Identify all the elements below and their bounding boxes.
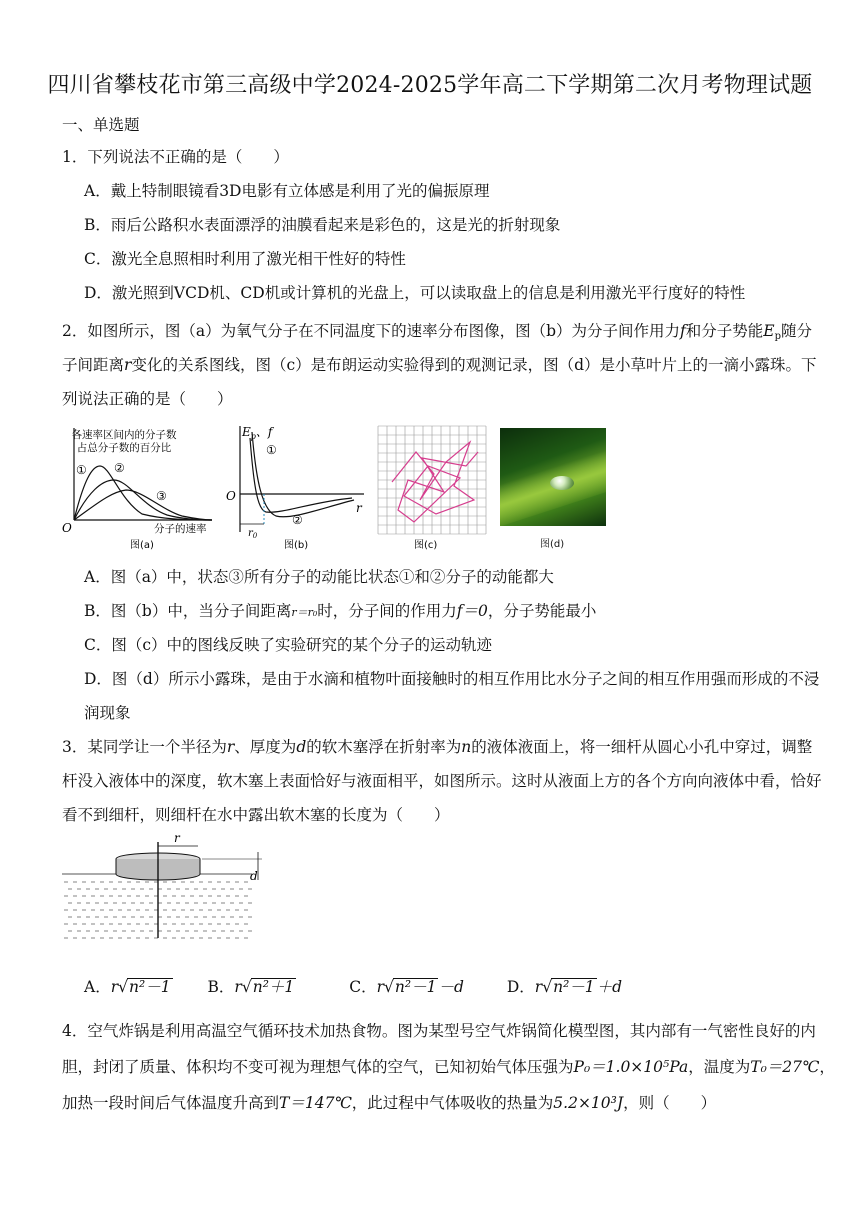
q3-option-d: D．r√n²－1 ＋d bbox=[506, 978, 623, 996]
fig-b-ylabel-f: 、f bbox=[255, 425, 273, 439]
fig-a-caption: 图(a) bbox=[130, 540, 154, 551]
q1-option-b: B．雨后公路积水表面漂浮的油膜看起来是彩色的，这是光的折射现象 bbox=[84, 216, 561, 234]
q3-symbol-r: r bbox=[226, 738, 235, 756]
q3-stem-line3: 看不到细杆，则细杆在水中露出软木塞的长度为（ ） bbox=[62, 806, 450, 824]
fig-b-caption: 图(b) bbox=[284, 540, 309, 551]
q3-option-a-letter: A． bbox=[84, 978, 111, 996]
q2-text: 和分子势能 bbox=[685, 322, 764, 340]
q1-option-d: D．激光照到VCD机、CD机或计算机的光盘上，可以读取盘上的信息是利用激光平行度好的特性 bbox=[84, 284, 746, 302]
fig-d-caption: 图(d) bbox=[540, 539, 565, 550]
fig-q3-d-label: d bbox=[250, 869, 258, 883]
q4-text: ，温度为 bbox=[688, 1058, 751, 1076]
q3-option-b-radicand: n²＋1 bbox=[252, 978, 295, 996]
q2-symbol-r: r bbox=[124, 356, 132, 374]
q2-b-text: ，分子势能最小 bbox=[487, 602, 597, 620]
q3-option-b-r: r bbox=[234, 978, 242, 996]
q4-heat: 5.2×10³J bbox=[553, 1094, 624, 1112]
fig-a-ylabel-1: 各速率区间内的分子数 bbox=[71, 429, 177, 441]
q3-option-a-r: r bbox=[110, 978, 119, 996]
q3-option-d-r: r bbox=[534, 978, 543, 996]
q4-text: 加热一段时间后气体温度升高到 bbox=[62, 1094, 280, 1112]
q3-option-d-post: ＋d bbox=[596, 978, 623, 996]
q3-symbol-d: d bbox=[296, 738, 307, 756]
q3-option-b: B．r√n²＋1 bbox=[207, 978, 295, 996]
q2-symbol-ep-sub: p bbox=[774, 331, 782, 342]
q3-text: 的液体液面上，将一细杆从圆心小孔中穿过，调整 bbox=[471, 738, 813, 756]
q1-option-c: C．激光全息照相时利用了激光相干性好的特性 bbox=[84, 250, 406, 268]
q3-option-d-letter: D． bbox=[506, 978, 535, 996]
fig-b-label-1: ① bbox=[266, 443, 277, 457]
fig-b-ylabel-sub: p bbox=[250, 432, 256, 441]
q1-stem: 1．下列说法不正确的是（ ） bbox=[62, 148, 289, 166]
q3-option-c-r: r bbox=[376, 978, 385, 996]
fig-b-ylabel-e: E bbox=[242, 425, 251, 439]
fig-q3-r-label: r bbox=[174, 832, 180, 845]
q3-text: 、厚度为 bbox=[234, 738, 297, 756]
fig-a-label-1: ① bbox=[76, 463, 87, 477]
figure-q3-cork bbox=[62, 832, 282, 952]
q3-options bbox=[84, 978, 658, 996]
fig-b-xaxis-label: r bbox=[356, 501, 362, 515]
fig-a-label-2: ② bbox=[114, 461, 125, 475]
q2-b-condition: r＝r₀ bbox=[291, 606, 318, 619]
fig-a-curve-3 bbox=[74, 490, 212, 520]
q1-option-a: A．戴上特制眼镜看3D电影有立体感是利用了光的偏振原理 bbox=[84, 182, 490, 200]
q2-stem-line1 bbox=[62, 324, 812, 342]
q3-option-b-letter: B． bbox=[207, 978, 235, 996]
fig-b-label-2: ② bbox=[292, 513, 303, 527]
q4-text: 胆，封闭了质量、体积均不变可视为理想气体的空气，已知初始气体压强为 bbox=[62, 1058, 574, 1076]
fig-a-xlabel: 分子的速率 bbox=[154, 523, 207, 535]
fig-b-ylabel bbox=[241, 425, 275, 441]
q3-option-c: C．r√n²－1 －d bbox=[349, 978, 464, 996]
q4-stem-line3 bbox=[62, 1096, 716, 1112]
q2-symbol-f: f bbox=[680, 322, 686, 340]
page-title: 四川省攀枝花市第三高级中学2024-2025学年高二下学期第二次月考物理试题 bbox=[47, 73, 813, 98]
q2-b-text: 时，分子间的作用力 bbox=[317, 602, 457, 620]
figure-b-force-potential bbox=[222, 420, 370, 552]
figure-a-speed-distribution bbox=[62, 420, 222, 552]
section-heading: 一、单选题 bbox=[62, 116, 140, 134]
q2-stem-line3: 列说法正确的是（ ） bbox=[62, 390, 233, 408]
q3-option-c-post: －d bbox=[438, 978, 464, 996]
q2-b-force: f＝0 bbox=[456, 602, 488, 620]
figure-d-dewdrop-photo bbox=[500, 428, 606, 526]
q2-option-b bbox=[84, 604, 596, 620]
figure-c-brownian bbox=[374, 422, 494, 552]
q4-text: ， bbox=[819, 1058, 835, 1076]
q4-initial-temperature: T₀＝27℃ bbox=[750, 1058, 820, 1076]
q2-text: 变化的关系图线，图（c）是布朗运动实验得到的观测记录，图（d）是小草叶片上的一滴小露珠。下 bbox=[131, 356, 817, 374]
fig-a-origin: O bbox=[62, 521, 72, 535]
fig-b-r0-r: r bbox=[248, 528, 253, 539]
fig-a-ylabel-2: 占总分子数的百分比 bbox=[76, 442, 172, 454]
q4-text: ，则（ ） bbox=[623, 1094, 717, 1112]
fig-b-r0 bbox=[248, 528, 258, 540]
q2-b-text: B．图（b）中，当分子间距离 bbox=[84, 602, 292, 620]
q2-text: 子间距离 bbox=[62, 356, 125, 374]
q3-option-d-radicand: n²－1 bbox=[553, 978, 595, 996]
q4-initial-pressure: P₀＝1.0×10⁵Pa bbox=[573, 1058, 689, 1076]
fig-a-curve-1 bbox=[74, 466, 212, 520]
q3-option-c-radicand: n²－1 bbox=[394, 978, 437, 996]
dewdrop bbox=[550, 476, 574, 490]
q3-option-c-letter: C． bbox=[349, 978, 377, 996]
q4-text: ，此过程中气体吸收的热量为 bbox=[351, 1094, 554, 1112]
q2-text: 2．如图所示，图（a）为氧气分子在不同温度下的速率分布图像，图（b）为分子间作用力 bbox=[62, 322, 681, 340]
q2-stem-line2 bbox=[62, 358, 817, 374]
q4-final-temperature: T＝147℃ bbox=[279, 1094, 352, 1112]
fig-a-label-3: ③ bbox=[156, 489, 167, 503]
q3-text: 的软木塞浮在折射率为 bbox=[306, 738, 462, 756]
q2-option-a: A．图（a）中，状态③所有分子的动能比状态①和②分子的动能都大 bbox=[84, 568, 554, 586]
q2-symbol-ep: E bbox=[763, 322, 775, 340]
q3-text: 3．某同学让一个半径为 bbox=[62, 738, 227, 756]
q3-option-a: A．r√n²－1 bbox=[84, 978, 171, 996]
fig-c-caption: 图(c) bbox=[414, 540, 438, 551]
q4-stem-line2 bbox=[62, 1060, 835, 1076]
q3-stem-line1 bbox=[62, 740, 812, 756]
q3-option-a-radicand: n²－1 bbox=[129, 978, 171, 996]
q2-option-d-line2: 润现象 bbox=[84, 704, 131, 722]
fig-b-origin: O bbox=[226, 489, 236, 503]
q3-stem-line2: 杆没入液体中的深度，软木塞上表面恰好与液面相平，如图所示。这时从液面上方的各个方向向液体中看，恰好 bbox=[62, 772, 822, 790]
q2-option-c: C．图（c）中的图线反映了实验研究的某个分子的运动轨迹 bbox=[84, 636, 493, 654]
q2-text: 随分 bbox=[781, 322, 813, 340]
q2-option-d-line1: D．图（d）所示小露珠，是由于水滴和植物叶面接触时的相互作用比水分子之间的相互作用强而形成的不浸 bbox=[84, 670, 820, 688]
q3-symbol-n: n bbox=[461, 738, 472, 756]
q4-stem-line1: 4．空气炸锅是利用高温空气循环技术加热食物。图为某型号空气炸锅简化模型图，其内部有一气密性良好的内 bbox=[62, 1022, 816, 1040]
fig-b-r0-sub: 0 bbox=[252, 532, 258, 540]
